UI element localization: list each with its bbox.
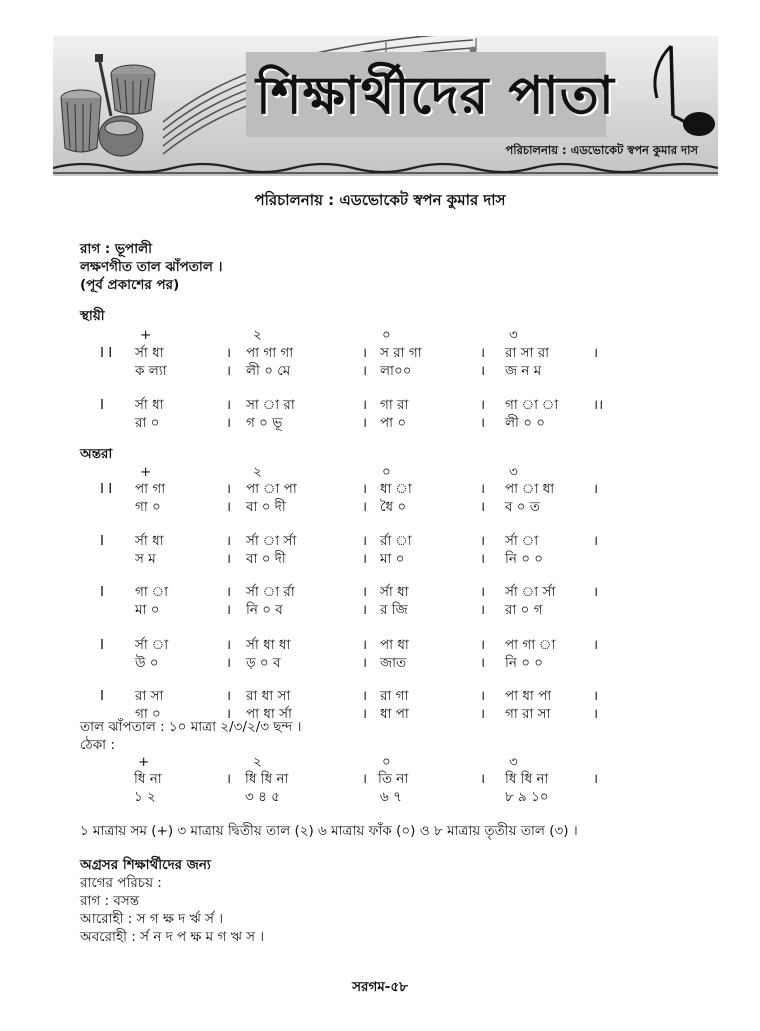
lyric-cell: নি ০ ০ — [505, 655, 544, 671]
bar-line: । — [362, 499, 368, 515]
bar-line: । — [362, 637, 368, 653]
bar-line: । — [362, 397, 368, 413]
repeat-marker: I I — [100, 481, 113, 497]
lyric-cell: পা ধা র্সা — [246, 706, 292, 722]
lyric-cell: ব ০ ত — [505, 499, 541, 515]
swar-cell: র্সা া র্সা — [246, 533, 297, 549]
banner-border-wave — [53, 164, 718, 173]
swar-cell: স রা গা — [380, 345, 422, 361]
raag-basant: রাগ : বসন্ত — [80, 893, 140, 909]
taal-marker: + — [138, 754, 150, 770]
taal-marker: ৩ — [509, 754, 518, 770]
bar-line: । — [226, 655, 232, 671]
bar-line: । — [480, 637, 486, 653]
bar-line: । — [480, 533, 486, 549]
lyric-cell: পা ০ — [380, 415, 407, 431]
bar-line: । — [226, 397, 232, 413]
lyric-cell: বা ০ দী — [246, 551, 286, 567]
bar-line: । — [362, 655, 368, 671]
bar-line: । — [226, 688, 232, 704]
taal-marker: ৩ — [509, 464, 518, 480]
lyric-row — [0, 498, 760, 516]
repeat-marker: I I — [100, 345, 113, 361]
sthayi-taal-markers — [0, 326, 760, 344]
lyric-cell: গ ০ ভূ — [246, 415, 283, 431]
theka-bol: তি না — [378, 771, 409, 787]
swar-cell: পা া পা — [246, 481, 297, 497]
sub-credit: পরিচালনায় : এডভোকেট স্বপন কুমার দাস — [254, 191, 506, 209]
bar-line: । — [362, 415, 368, 431]
bar-line: । — [226, 533, 232, 549]
lyric-cell: ধৈ ০ — [380, 499, 407, 515]
repeat-marker: I — [100, 584, 104, 600]
bar-line: । — [593, 706, 599, 722]
antara-heading: অন্তরা — [80, 446, 113, 462]
repeat-marker: I — [100, 533, 104, 549]
bar-line: । — [362, 345, 368, 361]
bar-line: । — [593, 771, 599, 787]
lyric-cell: গা ০ — [135, 499, 161, 515]
continuation-note: (পূর্ব প্রকাশের পর) — [80, 277, 180, 293]
bar-line: । — [226, 345, 232, 361]
theka-bol: ধি ধি না — [245, 771, 289, 787]
lyric-cell: রা ০ — [135, 415, 160, 431]
bar-line: । — [362, 533, 368, 549]
bar-line: । — [362, 602, 368, 618]
swar-cell: পা া ধা — [505, 481, 555, 497]
taal-explanation: ১ মাত্রায় সম (+) ৩ মাত্রায় দ্বিতীয় তাল (২) ৬ মাত্রায় ফাঁক (০) ও ৮ মাত্রায় তৃতীয় তাল (৩) । — [80, 823, 578, 839]
swar-cell: রা গা — [380, 688, 409, 704]
aborohi-line: অবরোহী : র্স ন দ প ক্ষ ম গ ঋ স । — [80, 929, 265, 945]
bar-line: । — [226, 415, 232, 431]
bar-line: । — [362, 771, 368, 787]
lyric-row — [0, 601, 760, 619]
theka-bols-row — [0, 770, 760, 788]
antara-taal-markers — [0, 463, 760, 481]
lyric-cell: লী ০ মে — [246, 363, 291, 379]
bar-line: । — [226, 637, 232, 653]
lyric-row — [0, 414, 760, 432]
lyric-cell: লা০০ — [380, 363, 412, 379]
bar-line: । — [480, 499, 486, 515]
lyric-cell: লী ০ ০ — [505, 415, 546, 431]
bar-line: । — [593, 688, 599, 704]
swar-row — [0, 636, 760, 654]
bar-line: । — [593, 637, 599, 653]
bar-line: । — [480, 771, 486, 787]
bar-line: । — [226, 706, 232, 722]
bar-line: । — [480, 688, 486, 704]
taal-marker: + — [140, 464, 152, 480]
bar-line: । — [480, 655, 486, 671]
swar-cell: র্সা া র্সা — [505, 584, 556, 600]
song-type: লক্ষণগীত তাল ঝাঁপতাল । — [80, 259, 223, 275]
bar-line: ।। — [593, 397, 604, 413]
swar-row — [0, 583, 760, 601]
page-number: সরগম-৫৮ — [352, 979, 408, 995]
swar-cell: র্রা া — [380, 533, 412, 549]
bar-line: । — [362, 481, 368, 497]
taal-marker: + — [140, 327, 152, 343]
taal-marker: ০ — [382, 464, 391, 480]
swar-cell: সা া রা — [246, 397, 295, 413]
swar-cell: গা া — [135, 584, 169, 600]
lyric-cell: রা ০ গ — [505, 602, 543, 618]
swar-cell: পা গা গা — [246, 345, 294, 361]
lyric-cell: জাত — [380, 655, 407, 671]
taal-marker: ২ — [253, 464, 262, 480]
bar-line: । — [480, 415, 486, 431]
aarohi-line: আরোহী : স গ ক্ষ দ র্ঋ র্স । — [80, 911, 224, 927]
bar-line: । — [480, 602, 486, 618]
swar-cell: র্সা ধা — [380, 584, 409, 600]
theka-bol: ধি ধি না — [505, 771, 549, 787]
repeat-marker: I — [100, 637, 104, 653]
lyric-cell: ক ল্যা — [135, 363, 167, 379]
lyric-cell: ধা পা — [380, 706, 409, 722]
lyric-row — [0, 550, 760, 568]
theka-bol: ধি না — [134, 771, 162, 787]
bar-line: । — [226, 499, 232, 515]
taal-marker: ২ — [253, 754, 262, 770]
lyric-row — [0, 362, 760, 380]
bar-line: । — [480, 584, 486, 600]
lyric-cell: গা রা সা — [505, 706, 551, 722]
lyric-cell: বা ০ দী — [246, 499, 286, 515]
lyric-cell: নি ০ ব — [246, 602, 283, 618]
swar-cell: ধা া — [380, 481, 412, 497]
swar-cell: রা সা — [135, 688, 164, 704]
raag-intro-label: রাগের পরিচয় : — [80, 875, 162, 891]
swar-row — [0, 687, 760, 705]
swar-cell: পা গা া — [505, 637, 556, 653]
banner-credit: পরিচালনায় : এডভোকেট স্বপন কুমার দাস — [505, 143, 698, 157]
swar-row — [0, 532, 760, 550]
sthayi-heading: স্থায়ী — [80, 308, 105, 324]
matra-count: ৩ ৪ ৫ — [245, 789, 280, 805]
header-banner — [53, 36, 718, 176]
swar-cell: র্সা ধা — [135, 397, 164, 413]
theka-taal-markers — [0, 753, 760, 771]
lyric-cell: স ম — [135, 551, 156, 567]
matra-count: ৬ ৭ — [380, 789, 402, 805]
swar-cell: র্সা ধা — [135, 533, 164, 549]
theka-label: ঠেকা : — [80, 737, 115, 753]
raag-name: রাগ : ভূপালী — [80, 241, 153, 257]
taal-description: তাল ঝাঁপতাল : ১০ মাত্রা ২/৩/২/৩ ছন্দ । — [80, 719, 302, 735]
bar-line: । — [593, 345, 599, 361]
swar-cell: র্সা া র্রা — [246, 584, 295, 600]
swar-cell: র্সা ধা — [135, 345, 164, 361]
bar-line: । — [480, 345, 486, 361]
swar-cell: র্সা ধা ধা — [246, 637, 291, 653]
lyric-cell: উ ০ — [135, 655, 159, 671]
lyric-cell: মা ০ — [380, 551, 405, 567]
lyric-cell: ড় ০ ব — [246, 655, 281, 671]
swar-cell: রা ধা সা — [246, 688, 291, 704]
swar-cell: গা া া — [505, 397, 559, 413]
bar-line: । — [593, 481, 599, 497]
swar-cell: রা সা রা — [505, 345, 550, 361]
repeat-marker: I — [100, 397, 104, 413]
bar-line: । — [480, 397, 486, 413]
swar-cell: পা ধা পা — [505, 688, 552, 704]
taal-marker: ৩ — [509, 327, 518, 343]
bar-line: । — [362, 688, 368, 704]
repeat-marker: I — [100, 688, 104, 704]
bar-line: । — [362, 584, 368, 600]
bar-line: । — [480, 481, 486, 497]
matra-count: ১ ২ — [134, 789, 156, 805]
bar-line: । — [362, 551, 368, 567]
swar-cell: র্সা া — [135, 637, 169, 653]
swar-row — [0, 480, 760, 498]
bar-line: । — [593, 584, 599, 600]
banner-title: শিক্ষার্থীদের পাতা — [256, 65, 615, 126]
bar-line: । — [226, 584, 232, 600]
matra-count: ৮ ৯ ১০ — [505, 789, 549, 805]
taal-marker: ০ — [382, 327, 391, 343]
bar-line: । — [480, 363, 486, 379]
swar-cell: পা ধা — [380, 637, 409, 653]
lyric-cell: র জি — [380, 602, 408, 618]
advanced-heading: অগ্রসর শিক্ষার্থীদের জন্য — [80, 857, 211, 873]
bar-line: । — [362, 363, 368, 379]
bar-line: । — [480, 551, 486, 567]
lyric-cell: গা ০ — [135, 706, 161, 722]
bar-line: । — [362, 706, 368, 722]
swar-row — [0, 396, 760, 414]
lyric-cell: জ ন ম — [505, 363, 542, 379]
bar-line: । — [226, 602, 232, 618]
lyric-cell: নি ০ ০ — [505, 551, 544, 567]
taal-marker: ২ — [253, 327, 262, 343]
swar-row — [0, 344, 760, 362]
bar-line: । — [480, 706, 486, 722]
swar-cell: পা গা — [135, 481, 166, 497]
tabla-icon — [111, 65, 155, 114]
taal-marker: ০ — [382, 754, 391, 770]
bar-line: । — [593, 533, 599, 549]
theka-counts-row — [0, 788, 760, 806]
bar-line: । — [226, 481, 232, 497]
bar-line: । — [226, 551, 232, 567]
lyric-cell: মা ০ — [135, 602, 160, 618]
swar-cell: গা রা — [380, 397, 409, 413]
dholak-icon — [61, 90, 101, 152]
lyric-row — [0, 654, 760, 672]
bar-line: । — [226, 771, 232, 787]
bar-line: । — [226, 363, 232, 379]
swar-cell: র্সা া — [505, 533, 539, 549]
